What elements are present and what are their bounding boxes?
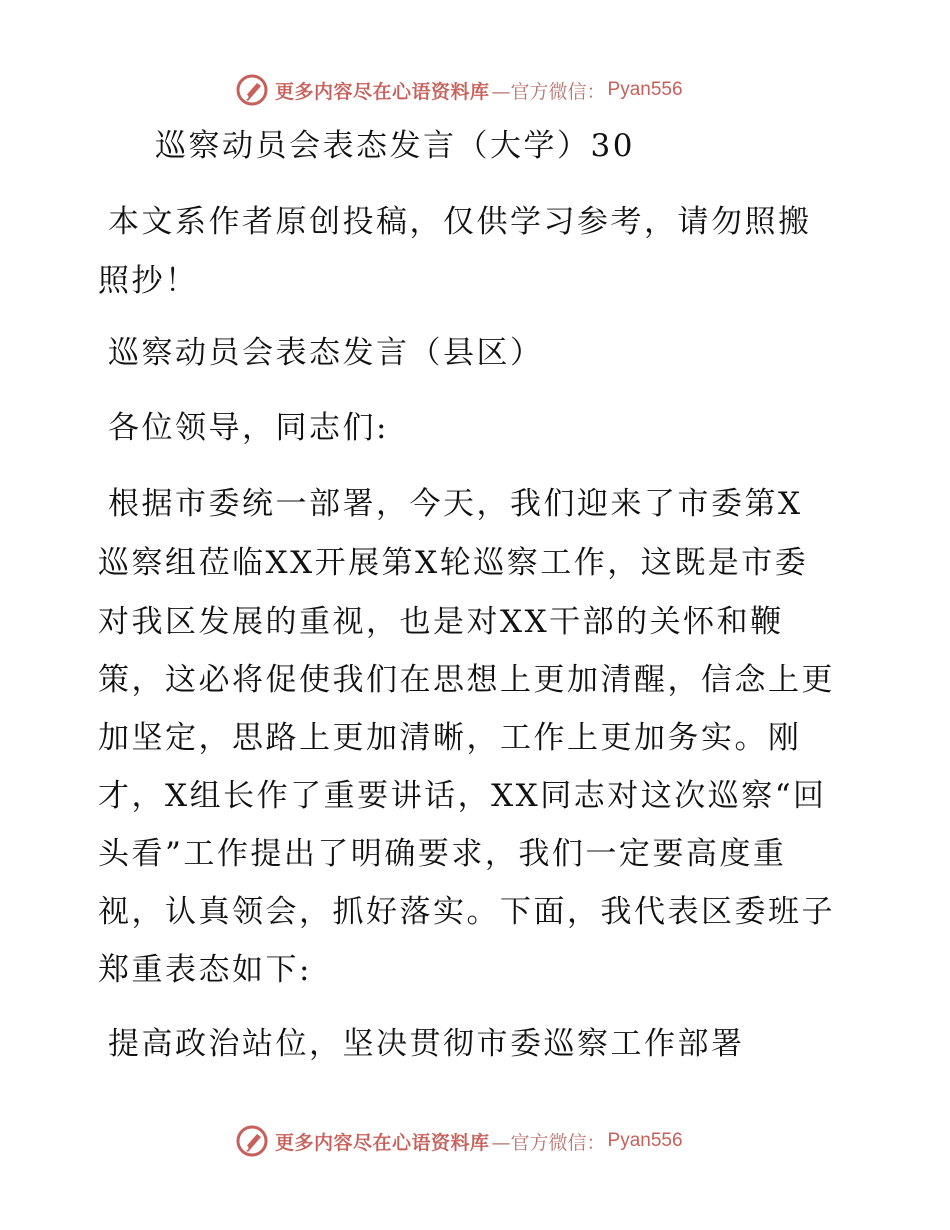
watermark-wechat-id: Pyan556: [607, 79, 683, 100]
document-title: 巡察动员会表态发言（大学）30: [155, 128, 635, 164]
body-line-7: 头看”工作提出了明确要求，我们一定要高度重: [98, 836, 787, 872]
body-line-3: 对我区发展的重视，也是对XX干部的关怀和鞭: [98, 604, 784, 640]
watermark-label: —官方微信：: [491, 80, 606, 103]
pen-logo-icon: [235, 73, 269, 107]
section-heading: 提高政治站位，坚决贯彻市委巡察工作部署: [108, 1026, 745, 1062]
speech-subtitle: 巡察动员会表态发言（县区）: [108, 335, 544, 371]
body-line-4: 策，这必将促使我们在思想上更加清醒，信念上更: [98, 662, 835, 698]
body-line-5: 加坚定，思路上更加清晰，工作上更加务实。刚: [98, 720, 802, 756]
body-line-2: 巡察组莅临XX开展第X轮巡察工作，这既是市委: [98, 545, 809, 581]
pen-logo-icon: [235, 1124, 269, 1158]
body-line-9: 郑重表态如下:: [98, 952, 312, 988]
salutation: 各位领导，同志们:: [108, 410, 389, 446]
watermark-text: 更多内容尽在心语资料库: [275, 1131, 490, 1154]
watermark-text: 更多内容尽在心语资料库: [275, 80, 490, 103]
notice-line-2: 照抄！: [98, 263, 199, 299]
body-line-1: 根据市委统一部署，今天，我们迎来了市委第X: [108, 486, 803, 522]
watermark-wechat-id: Pyan556: [607, 1130, 683, 1151]
body-line-6: 才，X组长作了重要讲话，XX同志对这次巡察“回: [98, 778, 827, 814]
notice-line-1: 本文系作者原创投稿，仅供学习参考，请勿照搬: [108, 204, 812, 240]
watermark-header: [235, 72, 683, 108]
watermark-label: —官方微信：: [491, 1131, 606, 1154]
body-line-8: 视，认真领会，抓好落实。下面，我代表区委班子: [98, 894, 835, 930]
watermark-footer: [235, 1123, 683, 1159]
